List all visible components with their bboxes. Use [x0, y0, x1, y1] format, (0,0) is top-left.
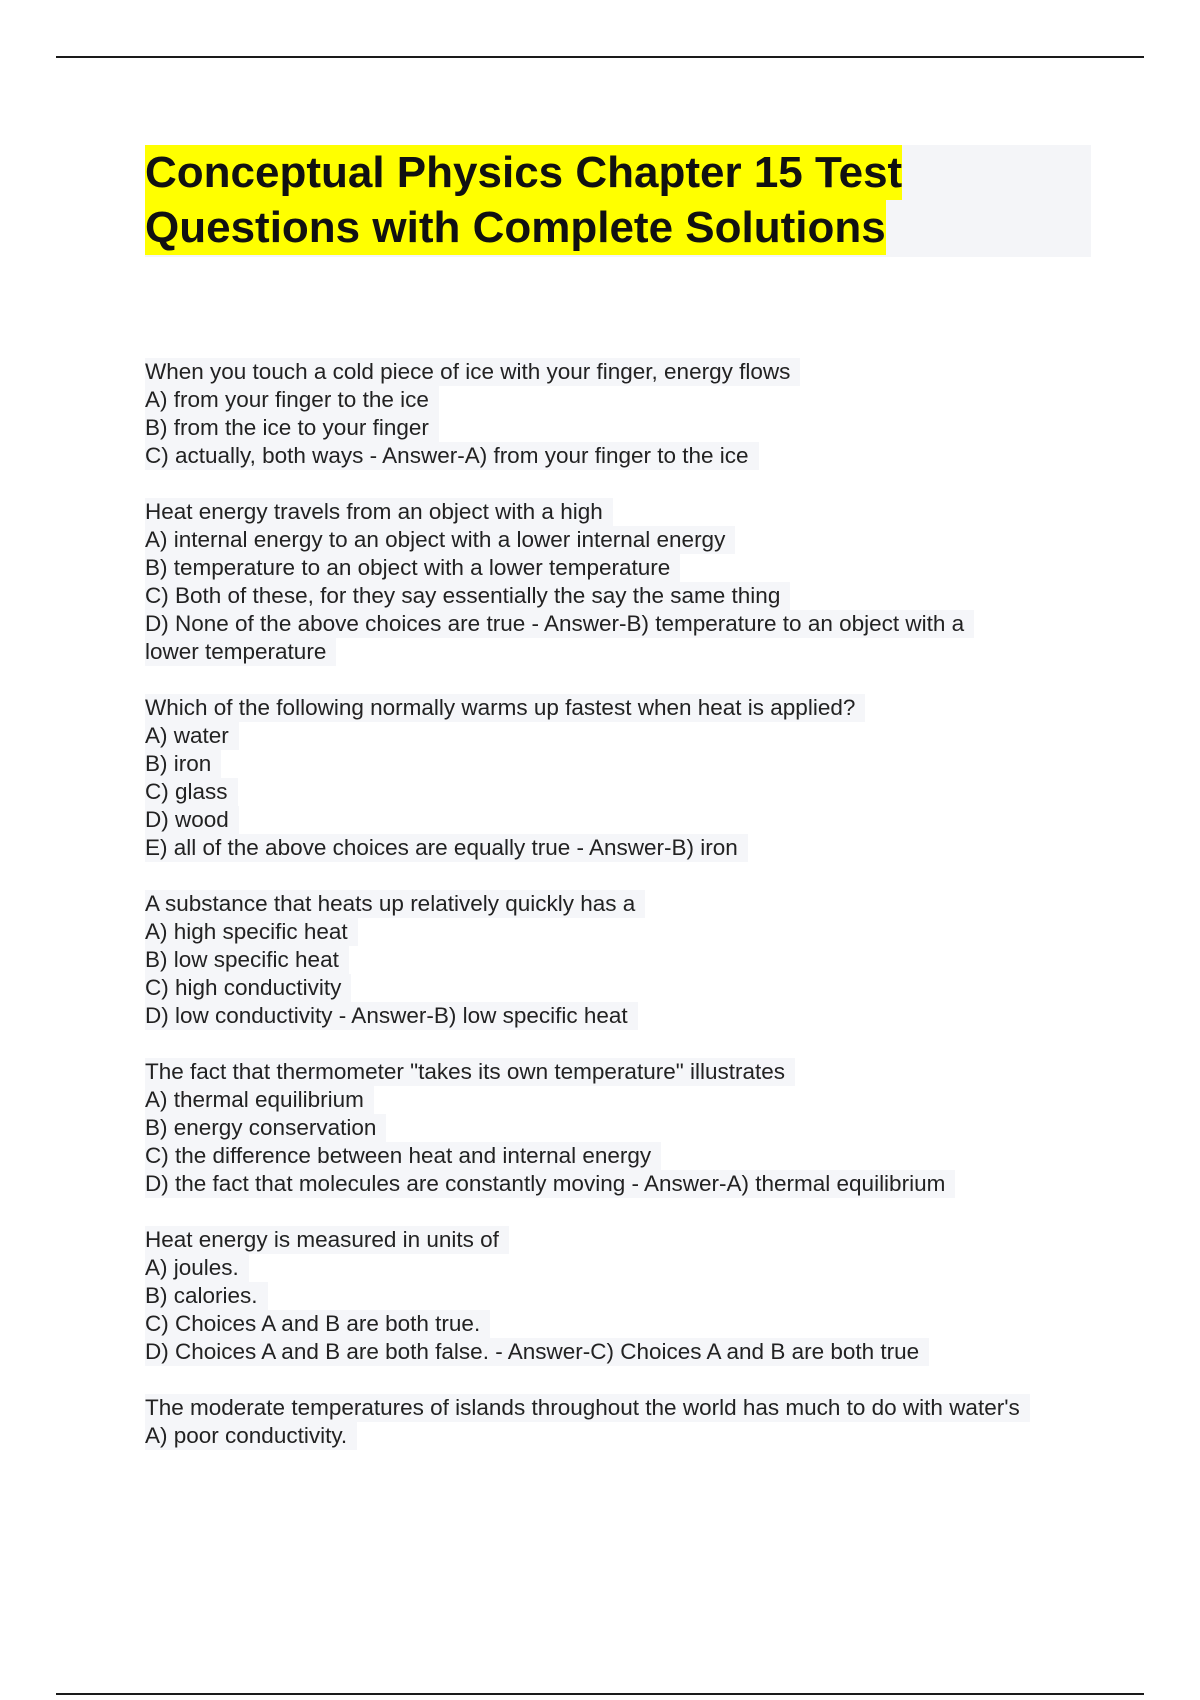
answer-option: A) thermal equilibrium — [145, 1086, 374, 1114]
answer-option: lower temperature — [145, 638, 336, 666]
question-text: The fact that thermometer "takes its own temperature" illustrates — [145, 1058, 795, 1086]
answer-option: A) joules. — [145, 1254, 249, 1282]
question-block-5 — [145, 1058, 1105, 1198]
question-text: When you touch a cold piece of ice with your finger, energy flows — [145, 358, 800, 386]
answer-option: D) None of the above choices are true - Answer-B) temperature to an object with a — [145, 610, 974, 638]
question-block-4 — [145, 890, 1105, 1030]
answer-option: E) all of the above choices are equally true - Answer-B) iron — [145, 834, 748, 862]
answer-option: D) the fact that molecules are constantly moving - Answer-A) thermal equilibrium — [145, 1170, 955, 1198]
question-block-1 — [145, 358, 1105, 470]
question-block-7 — [145, 1394, 1105, 1450]
question-text: Heat energy is measured in units of — [145, 1226, 509, 1254]
answer-option: A) from your finger to the ice — [145, 386, 439, 414]
title-line-1: Conceptual Physics Chapter 15 Test — [145, 145, 902, 200]
question-block-3 — [145, 694, 1105, 862]
answer-option: B) energy conservation — [145, 1114, 386, 1142]
question-text: Which of the following normally warms up fastest when heat is applied? — [145, 694, 865, 722]
answer-option: B) temperature to an object with a lower temperature — [145, 554, 680, 582]
question-block-2 — [145, 498, 1105, 666]
answer-option: D) Choices A and B are both false. - Answer-C) Choices A and B are both true — [145, 1338, 929, 1366]
answer-option: D) wood — [145, 806, 239, 834]
answer-option: C) Choices A and B are both true. — [145, 1310, 490, 1338]
answer-option: A) high specific heat — [145, 918, 358, 946]
question-text: A substance that heats up relatively quickly has a — [145, 890, 645, 918]
answer-option: D) low conductivity - Answer-B) low specific heat — [145, 1002, 638, 1030]
questions-list — [145, 358, 1105, 1478]
answer-option: C) the difference between heat and internal energy — [145, 1142, 661, 1170]
title-line-2: Questions with Complete Solutions — [145, 200, 886, 255]
answer-option: C) glass — [145, 778, 238, 806]
answer-option: A) water — [145, 722, 239, 750]
answer-option: B) calories. — [145, 1282, 268, 1310]
question-text: The moderate temperatures of islands throughout the world has much to do with water's — [145, 1394, 1030, 1422]
answer-option: A) poor conductivity. — [145, 1422, 357, 1450]
question-block-6 — [145, 1226, 1105, 1366]
document-title — [145, 145, 1091, 257]
answer-option: C) Both of these, for they say essentially the say the same thing — [145, 582, 790, 610]
answer-option: C) actually, both ways - Answer-A) from your finger to the ice — [145, 442, 759, 470]
answer-option: B) from the ice to your finger — [145, 414, 439, 442]
bottom-rule — [56, 1693, 1144, 1695]
answer-option: B) iron — [145, 750, 221, 778]
question-text: Heat energy travels from an object with a high — [145, 498, 613, 526]
answer-option: C) high conductivity — [145, 974, 351, 1002]
answer-option: B) low specific heat — [145, 946, 349, 974]
top-rule — [56, 56, 1144, 58]
answer-option: A) internal energy to an object with a lower internal energy — [145, 526, 735, 554]
